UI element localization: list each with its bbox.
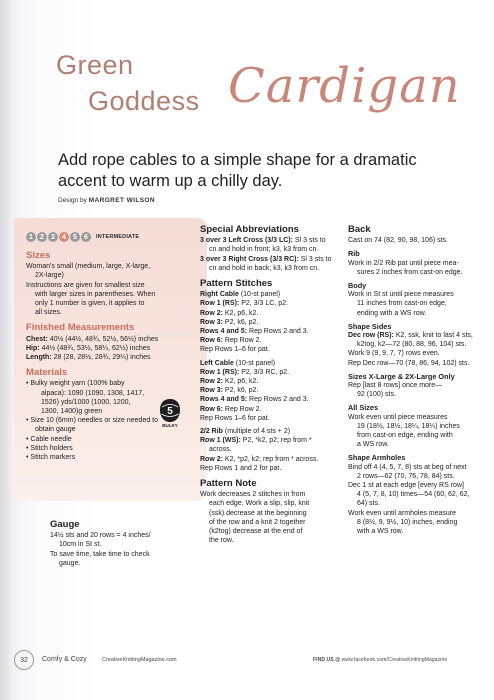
- materials-line: • Bulky weight yarn (100% baby: [26, 380, 125, 388]
- skill-dot-4: 4: [59, 232, 69, 242]
- gauge-line: 14½ sts and 20 rows = 4 inches/: [50, 532, 151, 540]
- pattern-note-line: (k2tog) decrease at the end of: [209, 528, 303, 536]
- right-column: Back Cast on 74 (82, 90, 98, 106) sts. Rib Work in 2/2 Rib pat until piece mea- sures 2 inches from cast-on edge. Body Work in St st until piece measures 11 inches from cast-on edge, ending with a WS row. Shape Sides Dec row (RS): K2, ssk, knit to last 4 sts, k2tog, k2—72 (80, 88, 96, 104) sts. Work 9 (9, 9, 7, 7) rows even. Rep Dec row—70 (78, 86, 94, 102) sts. Sizes X-Large & 2X-Large Only Rep [last 8 rows] once more— 92 (100) sts. All Sizes Work even until piece measures 19 (18½, 18½, 18¼, 18¼) inches from cast-on edge, ending with a WS row. Shape Armholes Bind off 4 (4, 5, 7, 8) sts at beg of next 2 rows—62 (70, 76, 78, 84) sts. Dec 1 st at each edge [every RS row] 4 (5, 7, 8, 10) times—54 (60, 62, 62, 64) sts. Work even until armholes measure 8 (8½, 9, 9½, 10) inches, ending with a WS row.: [348, 225, 490, 536]
- measurement-length: Length: 28 (28, 28½, 28¾, 29¼) inches: [26, 354, 151, 362]
- materials-line: • Size 10 (6mm) needles or size needed to: [26, 417, 159, 425]
- bulky-badge-number: 5: [167, 406, 173, 417]
- right-cable-row: Row 6: Rep Row 2.: [200, 337, 262, 345]
- materials-line: • Stitch markers: [26, 454, 76, 462]
- middle-column: Special Abbreviations 3 over 3 Left Cross (3/3 LC): Sl 3 sts to cn and hold in front; k3, k3 from cn. 3 over 3 Right Cross (3/3 RC): Sl 3 sts to cn and hold in back; k3, k3 from cn. Pattern Stitches Right Cable (10-st panel) Row 1 (RS): P2, 3/3 LC, p2. Row 2: K2, p6, k2. Row 3: P2, k6, p2. Rows 4 and 5: Rep Rows 2 and 3. Row 6: Rep Row 2. Rep Rows 1–6 for pat. Left Cable (10-st panel) Row 1 (RS): P2, 3/3 RC, p2. Row 2: K2, p6, k2. Row 3: P2, k6, p2. Rows 4 and 5: Rep Rows 2 and 3. Row 6: Rep Row 2. Rep Rows 1–6 for pat. 2/2 Rib (multiple of 4 sts + 2) Row 1 (WS): P2, *k2, p2; rep from * across. Row 2: K2, *p2, k2; rep from * across. Rep Rows 1 and 2 for pat. Pattern Note Work decreases 2 stitches in from each edge. Work a slip, slip, knit (ssk) decrease at the beginning of the row and a knit 2 together (k2tog) decrease at the end of the row.: [200, 225, 350, 546]
- right-cable-row: Row 2: K2, p6, k2.: [200, 309, 259, 317]
- left-cable-row: Rows 4 and 5: Rep Rows 2 and 3.: [200, 396, 309, 404]
- pattern-note-line: (ssk) decrease at the beginning: [209, 509, 307, 517]
- sizes-line: only 1 number is given, it applies to: [35, 300, 145, 308]
- find-us-link[interactable]: www.facebook.com/CreativeKnittingMagazine: [341, 657, 448, 663]
- materials-line: alpaca): 1090 (1090, 1308, 1417,: [41, 389, 145, 397]
- rib-row: Row 2: K2, *p2, k2; rep from * across.: [200, 455, 319, 463]
- left-cable-title: Left Cable (10-st panel): [200, 359, 276, 367]
- skill-level: [26, 232, 139, 242]
- rib-subheading: Rib: [348, 249, 360, 259]
- subtitle: Add rope cables to a simple shape for a dramatic accent to warm up a chilly day.: [58, 151, 417, 190]
- right-cable-row: Rep Rows 1–6 for pat.: [200, 346, 270, 354]
- left-cable-row: Row 2: K2, p6, k2.: [200, 378, 259, 386]
- gauge-heading: Gauge: [50, 519, 80, 530]
- title-line-1: Green: [56, 50, 134, 80]
- measurements-heading: Finished Measurements: [26, 322, 135, 334]
- bulky-badge-label: BULKY: [162, 423, 178, 428]
- rib-row: Row 1 (WS): P2, *k2, p2; rep from *: [200, 437, 312, 445]
- sizes-line: Woman's small (medium, large, X-large,: [26, 263, 151, 271]
- page-spine-shadow: [0, 0, 14, 700]
- sizes-line: all sizes.: [35, 309, 62, 317]
- gauge-line: 10cm in St st.: [59, 541, 102, 549]
- left-cable-row: Row 1 (RS): P2, 3/3 RC, p2.: [200, 368, 290, 376]
- pattern-note-line: the row.: [209, 537, 234, 545]
- armholes-subheading: Shape Armholes: [348, 453, 406, 463]
- pattern-note-line: Work decreases 2 stitches in from: [200, 491, 306, 499]
- shape-sides-subheading: Shape Sides: [348, 321, 392, 331]
- back-heading: Back: [348, 224, 371, 235]
- gauge-section: [50, 520, 200, 568]
- right-cable-row: Row 3: P2, k6, p2.: [200, 318, 259, 326]
- skill-dot-6: 6: [81, 232, 91, 242]
- pattern-note-heading: Pattern Note: [200, 478, 257, 490]
- materials-line: 1300, 1400)g green: [41, 408, 103, 416]
- pattern-note-line: each edge. Work a slip, slip, knit: [209, 500, 310, 508]
- body-subheading: Body: [348, 281, 367, 291]
- page-number: 32: [14, 650, 34, 670]
- gauge-line: To save time, take time to check: [50, 550, 150, 558]
- find-us-prefix: FIND US @: [313, 657, 341, 663]
- rib-title: 2/2 Rib (multiple of 4 sts + 2): [200, 428, 291, 436]
- left-cable-row: Row 3: P2, k6, p2.: [200, 387, 259, 395]
- dec-row: Dec row (RS): K2, ssk, knit to last 4 sts,: [348, 332, 473, 340]
- materials-line: 1526) yds/1000 (1000, 1200,: [41, 398, 131, 406]
- sizes-line: with larger sizes in parentheses. When: [35, 290, 156, 298]
- materials-line: obtain gauge: [35, 426, 76, 434]
- measurement-hip: Hip: 44½ (48¾, 53½, 58¼, 62½) inches: [26, 344, 151, 352]
- rib-rep: Rep Rows 1 and 2 for pat.: [200, 464, 282, 472]
- back-cast-on: Cast on 74 (82, 90, 98, 106) sts.: [348, 237, 449, 245]
- materials-line: • Cable needle: [26, 435, 72, 443]
- designer-name: MARGRET WILSON: [88, 197, 155, 204]
- materials-line: • Stitch holders: [26, 444, 73, 452]
- left-cable-row: Row 6: Rep Row 2.: [200, 405, 262, 413]
- abbreviation-item: 3 over 3 Left Cross (3/3 LC): Sl 3 sts to: [200, 237, 326, 245]
- designer-credit: [58, 197, 155, 204]
- footer-site-link[interactable]: CreativeKnittingMagazine.com: [102, 657, 177, 663]
- title-script: Cardigan: [228, 58, 461, 114]
- skill-dot-2: 2: [37, 232, 47, 242]
- left-cable-row: Rep Rows 1–6 for pat.: [200, 414, 270, 422]
- skill-label: INTERMEDIATE: [96, 234, 140, 240]
- measurement-chest: Chest: 40½ (44½, 48¾, 52½, 56½) inches: [26, 335, 159, 343]
- skill-dot-1: 1: [26, 232, 36, 242]
- sizes-line: Instructions are given for smallest size: [26, 281, 145, 289]
- bulky-yarn-icon: [158, 398, 182, 428]
- left-column: [26, 251, 204, 462]
- right-cable-row: Row 1 (RS): P2, 3/3 LC, p2.: [200, 300, 288, 308]
- title-line-2: Goddess: [88, 86, 200, 116]
- sizes-line: 2X-large): [35, 272, 64, 280]
- right-cable-title: Right Cable (10-st panel): [200, 291, 281, 299]
- pattern-note-line: of the row and a knit 2 together: [209, 518, 306, 526]
- skill-dot-3: 3: [48, 232, 58, 242]
- materials-heading: Materials: [26, 367, 68, 379]
- xl-subheading: Sizes X-Large & 2X-Large Only: [348, 371, 455, 381]
- sizes-heading: Sizes: [26, 250, 51, 261]
- abbreviation-item: 3 over 3 Right Cross (3/3 RC): Sl 3 sts to: [200, 255, 332, 263]
- designer-prefix: Design by: [58, 197, 87, 204]
- right-cable-row: Rows 4 and 5: Rep Rows 2 and 3.: [200, 328, 309, 336]
- skill-dot-5: 5: [70, 232, 80, 242]
- footer-section: Comfy & Cozy: [42, 656, 87, 663]
- abbreviations-heading: Special Abbreviations: [200, 224, 299, 235]
- gauge-line: gauge.: [59, 559, 81, 567]
- pattern-stitches-heading: Pattern Stitches: [200, 278, 273, 290]
- footer-find-us: [313, 657, 447, 663]
- all-sizes-subheading: All Sizes: [348, 403, 379, 413]
